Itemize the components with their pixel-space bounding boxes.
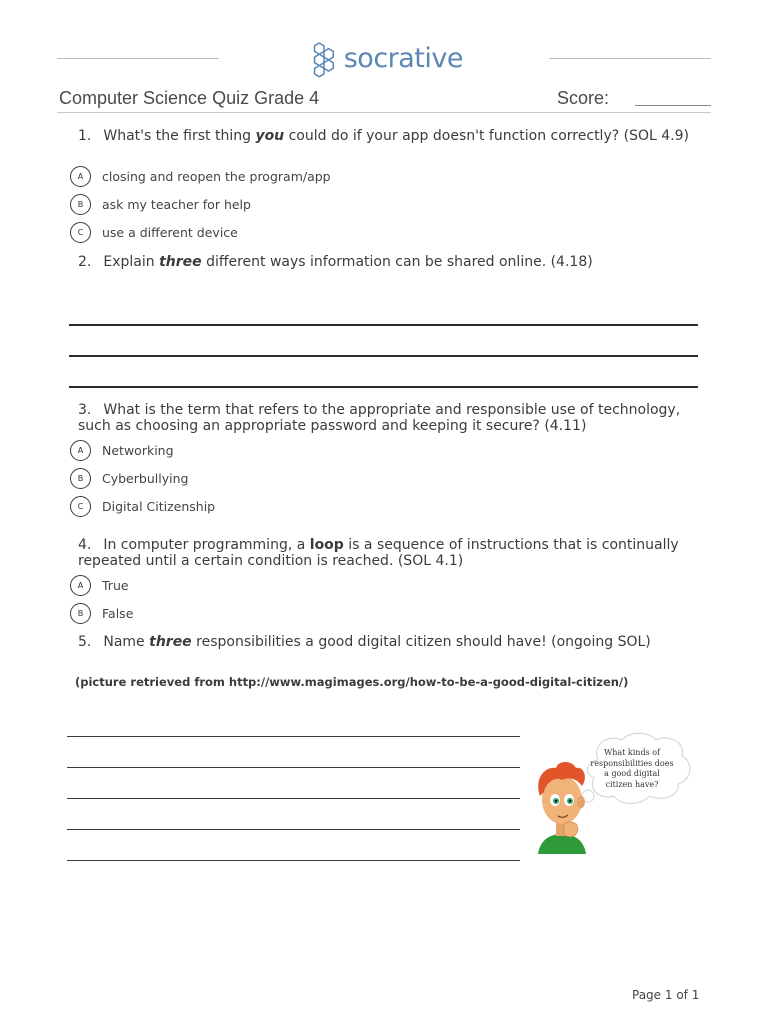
answer-line[interactable]	[67, 767, 520, 768]
question-text: could do if your app doesn't function correctly? (SOL 4.9)	[284, 128, 689, 144]
option-letter[interactable]: C	[70, 496, 91, 517]
score-label: Score:	[557, 88, 610, 108]
question-number: 2.	[78, 254, 92, 270]
score-blank[interactable]	[635, 105, 711, 106]
answer-line[interactable]	[69, 386, 698, 388]
question-2	[78, 254, 700, 270]
question-1	[78, 128, 700, 144]
option-4b[interactable]	[70, 602, 133, 624]
question-text: What is the term that refers to the appropriate and responsible use of technology, such as choosing an appropriate password and keeping it secure? (4.11)	[78, 402, 681, 434]
option-text: Cyberbullying	[102, 470, 189, 486]
answer-line[interactable]	[67, 798, 520, 799]
question-3	[78, 402, 700, 434]
option-text: True	[102, 577, 129, 593]
option-letter[interactable]: A	[70, 440, 91, 461]
option-3b[interactable]	[70, 467, 188, 489]
page-number: Page 1 of 1	[632, 988, 700, 1002]
header-right-rule	[549, 58, 711, 59]
answer-line[interactable]	[69, 355, 698, 357]
option-letter[interactable]: B	[70, 468, 91, 489]
answer-line[interactable]	[69, 324, 698, 326]
option-text: False	[102, 605, 134, 621]
logo-text: socrative	[343, 42, 463, 74]
header-rule	[57, 112, 711, 113]
option-letter[interactable]: A	[70, 166, 91, 187]
question-text: In computer programming, a	[103, 537, 310, 553]
option-text: use a different device	[102, 224, 238, 240]
question-5	[78, 634, 700, 650]
question-number: 1.	[78, 128, 92, 144]
option-1b[interactable]	[70, 193, 251, 215]
quiz-title: Computer Science Quiz Grade 4	[59, 88, 320, 108]
question-number: 3.	[78, 402, 92, 418]
option-letter[interactable]: B	[70, 603, 91, 624]
question-text: Explain	[103, 254, 160, 270]
question-emphasis: three	[149, 634, 192, 650]
question-text: is a sequence of instructions that is continually repeated until a certain condition is reached. (SOL 4.1)	[78, 537, 679, 569]
question-text: responsibilities a good digital citizen should have! (ongoing SOL)	[191, 634, 651, 650]
option-1c[interactable]	[70, 221, 238, 243]
answer-line[interactable]	[67, 829, 520, 830]
question-4	[78, 537, 700, 569]
answer-line[interactable]	[67, 860, 520, 861]
question-number: 5.	[78, 634, 92, 650]
question-emphasis: you	[255, 128, 285, 144]
option-text: Digital Citizenship	[102, 498, 216, 514]
question-emphasis: three	[159, 254, 202, 270]
hexagon-cluster-icon	[308, 38, 342, 78]
option-3a[interactable]	[70, 439, 174, 461]
question-text: different ways information can be shared online. (4.18)	[201, 254, 593, 270]
image-credit: (picture retrieved from http://www.magimages.org/how-to-be-a-good-digital-citizen/)	[75, 675, 629, 689]
answer-line[interactable]	[67, 736, 520, 737]
option-text: closing and reopen the program/app	[102, 168, 331, 184]
question-emphasis: loop	[309, 537, 344, 553]
question-text: Name	[103, 634, 150, 650]
option-letter[interactable]: C	[70, 222, 91, 243]
option-letter[interactable]: A	[70, 575, 91, 596]
option-text: ask my teacher for help	[102, 196, 251, 212]
question-number: 4.	[78, 537, 92, 553]
option-1a[interactable]	[70, 165, 331, 187]
question-text: What's the first thing	[103, 128, 256, 144]
option-3c[interactable]	[70, 495, 215, 517]
socrative-logo	[308, 36, 463, 80]
thought-bubble-text: What kinds of responsibilities does a good digital citizen have?	[590, 748, 674, 789]
option-text: Networking	[102, 442, 174, 458]
header-left-rule	[57, 58, 219, 59]
option-letter[interactable]: B	[70, 194, 91, 215]
option-4a[interactable]	[70, 574, 129, 596]
